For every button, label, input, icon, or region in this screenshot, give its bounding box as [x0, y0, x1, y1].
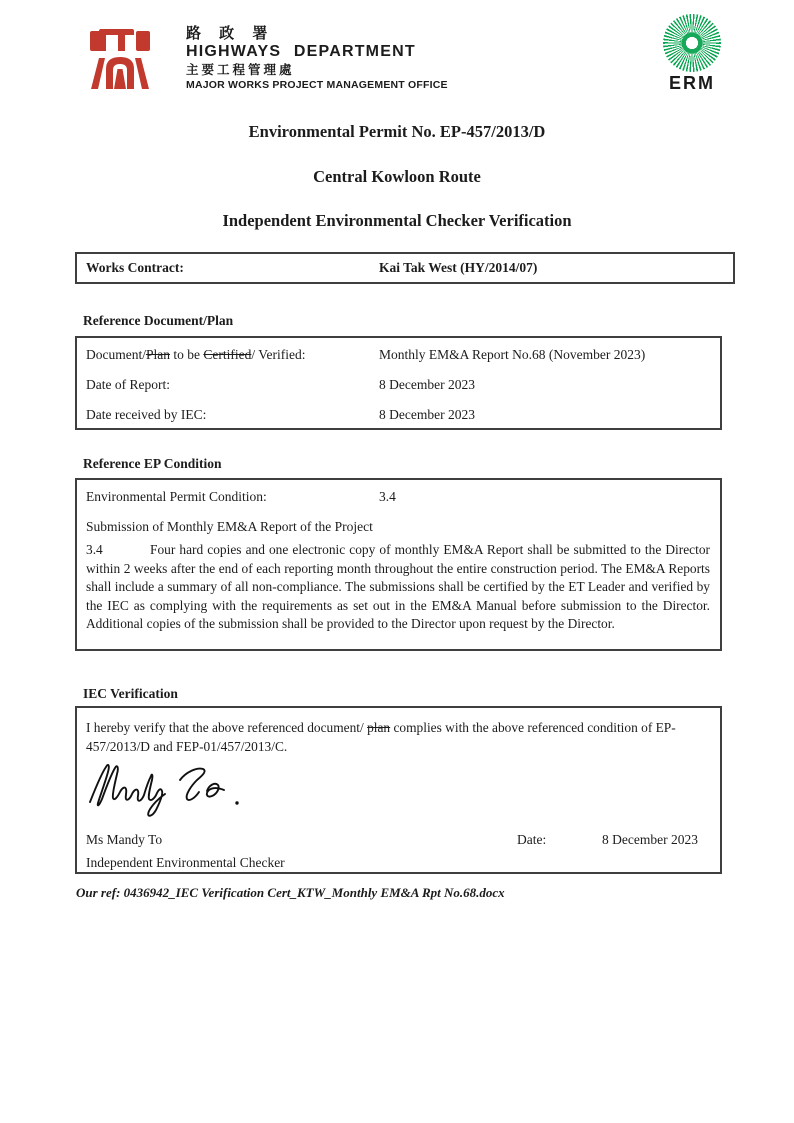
- statement-suffix: complies with the above referenced condition of EP-457/2013/D and FEP-01/457/2013/C.: [86, 720, 676, 754]
- office-name-chinese: 主要工程管理處: [186, 63, 295, 77]
- reference-document-heading: Reference Document/Plan: [83, 313, 234, 328]
- highways-department-letterhead: [186, 26, 448, 90]
- works-contract-label: Works Contract:: [86, 260, 184, 275]
- signatory-role: Independent Environmental Checker: [86, 855, 285, 870]
- permit-condition-label: Environmental Permit Condition:: [86, 489, 267, 504]
- office-name-english: MAJOR WORKS PROJECT MANAGEMENT OFFICE: [186, 78, 448, 91]
- document-type-title: Independent Environmental Checker Verification: [222, 211, 572, 230]
- dept-name-english: HIGHWAYS DEPARTMENT: [186, 43, 416, 60]
- permit-number-title: Environmental Permit No. EP-457/2013/D: [248, 122, 546, 141]
- doc-label-suffix: / Verified:: [251, 347, 306, 362]
- project-title: Central Kowloon Route: [313, 167, 481, 186]
- date-value: 8 December 2023: [602, 832, 698, 847]
- clause-text: Four hard copies and one electronic copy of monthly EM&A Report shall be submitted to the Director within 2 weeks after the end of each reporting month throughout the entire construction period. The EM&A Reports shall include a summary of all non-compliance. The submissions shall be certified by the ET Leader and verified by the IEC as complying with the requirements as set out in the EM&A Manual before submission to the Director. Additional copies of the submission shall be provided to the Director upon request by the Director.: [86, 542, 710, 632]
- iec-verification-heading: IEC Verification: [83, 686, 178, 701]
- erm-logo-text: ERM: [669, 73, 715, 93]
- permit-condition-value: 3.4: [379, 489, 396, 504]
- doc-label-prefix: Document/: [86, 347, 146, 362]
- ep-condition-subject: Submission of Monthly EM&A Report of the Project: [86, 519, 373, 534]
- our-ref-line: Our ref: 0436942_IEC Verification Cert_KTW_Monthly EM&A Rpt No.68.docx: [76, 885, 505, 900]
- dept-name-chinese: 路 政 署: [186, 25, 275, 42]
- statement-prefix: I hereby verify that the above referenced document/: [86, 720, 368, 735]
- reference-ep-condition-box: [75, 478, 722, 651]
- date-of-report-value: 8 December 2023: [379, 377, 475, 392]
- doc-label-struck-plan: Plan: [146, 347, 171, 362]
- erm-logo: [652, 14, 732, 94]
- ep-condition-clause: [86, 541, 710, 634]
- signatory-name: Ms Mandy To: [86, 832, 163, 847]
- date-received-label: Date received by IEC:: [86, 407, 207, 422]
- works-contract-box: [75, 252, 735, 284]
- handwritten-signature-icon: [85, 758, 263, 818]
- iec-verification-box: [75, 706, 722, 874]
- statement-struck-plan: plan: [367, 720, 391, 735]
- doc-label-middle: to be: [170, 347, 204, 362]
- works-contract-value: Kai Tak West (HY/2014/07): [379, 260, 538, 275]
- document-to-be-verified-label: [86, 347, 306, 363]
- document-to-be-verified-value: Monthly EM&A Report No.68 (November 2023): [379, 347, 646, 362]
- verification-statement: [86, 718, 712, 756]
- date-label: Date:: [517, 832, 547, 847]
- clause-number: 3.4: [86, 542, 103, 557]
- highways-department-logo-icon: [88, 27, 152, 89]
- reference-document-box: [75, 336, 722, 430]
- date-of-report-label: Date of Report:: [86, 377, 170, 392]
- doc-label-struck-certified: Certified: [203, 347, 252, 362]
- reference-ep-condition-heading: Reference EP Condition: [83, 456, 222, 471]
- date-received-value: 8 December 2023: [379, 407, 475, 422]
- erm-starburst-icon: [663, 14, 721, 72]
